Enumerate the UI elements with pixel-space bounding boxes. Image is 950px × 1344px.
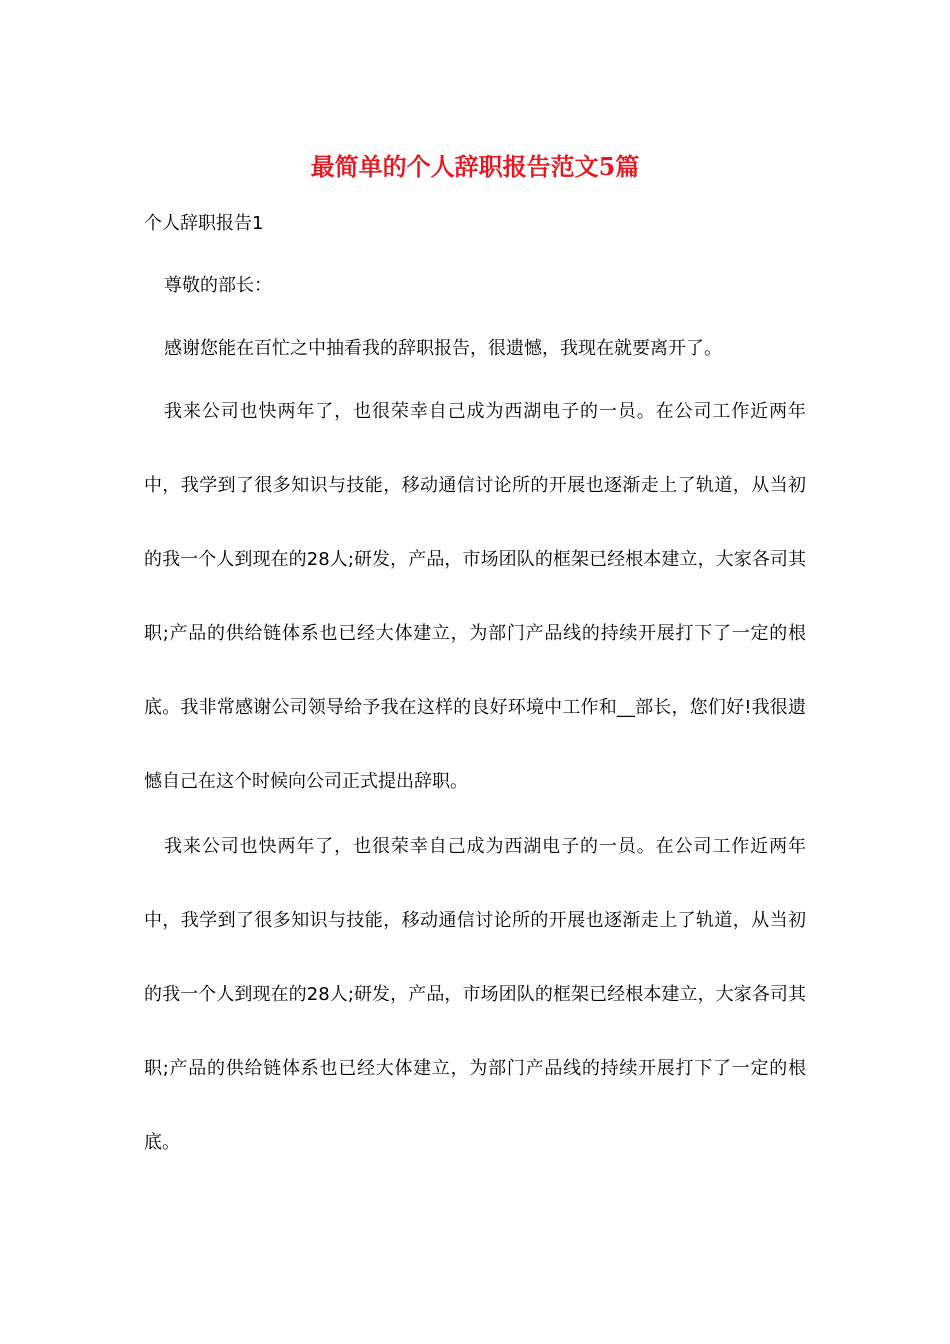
document-title: 最简单的个人辞职报告范文5篇 [310,152,640,181]
salutation: 尊敬的部长： [164,275,272,296]
paragraph-body-2: 我来公司也快两年了，也很荣幸自己成为西湖电子的一员。在公司工作近两年中，我学到了很多知识与技能，移动通信讨论所的开展也逐渐走上了轨道，从当初的我一个人到现在的28人;研发，产品，市场团队的框架已经根本建立，大家各司其职;产品的供给链体系也已经大体建立，为部门产品线的持续开展打下了一定的根底。 [144,836,806,1153]
paragraph-thanks: 感谢您能在百忙之中抽看我的辞职报告，很遗憾，我现在就要离开了。 [164,338,722,359]
section-heading: 个人辞职报告1 [144,213,264,234]
paragraph-body-1: 我来公司也快两年了，也很荣幸自己成为西湖电子的一员。在公司工作近两年中，我学到了很多知识与技能，移动通信讨论所的开展也逐渐走上了轨道，从当初的我一个人到现在的28人;研发，产品，市场团队的框架已经根本建立，大家各司其职;产品的供给链体系也已经大体建立，为部门产品线的持续开展打下了一定的根底。我非常感谢公司领导给予我在这样的良好环境中工作和__部长，您们好!我很遗憾自己在这个时候向公司正式提出辞职。 [144,401,806,792]
